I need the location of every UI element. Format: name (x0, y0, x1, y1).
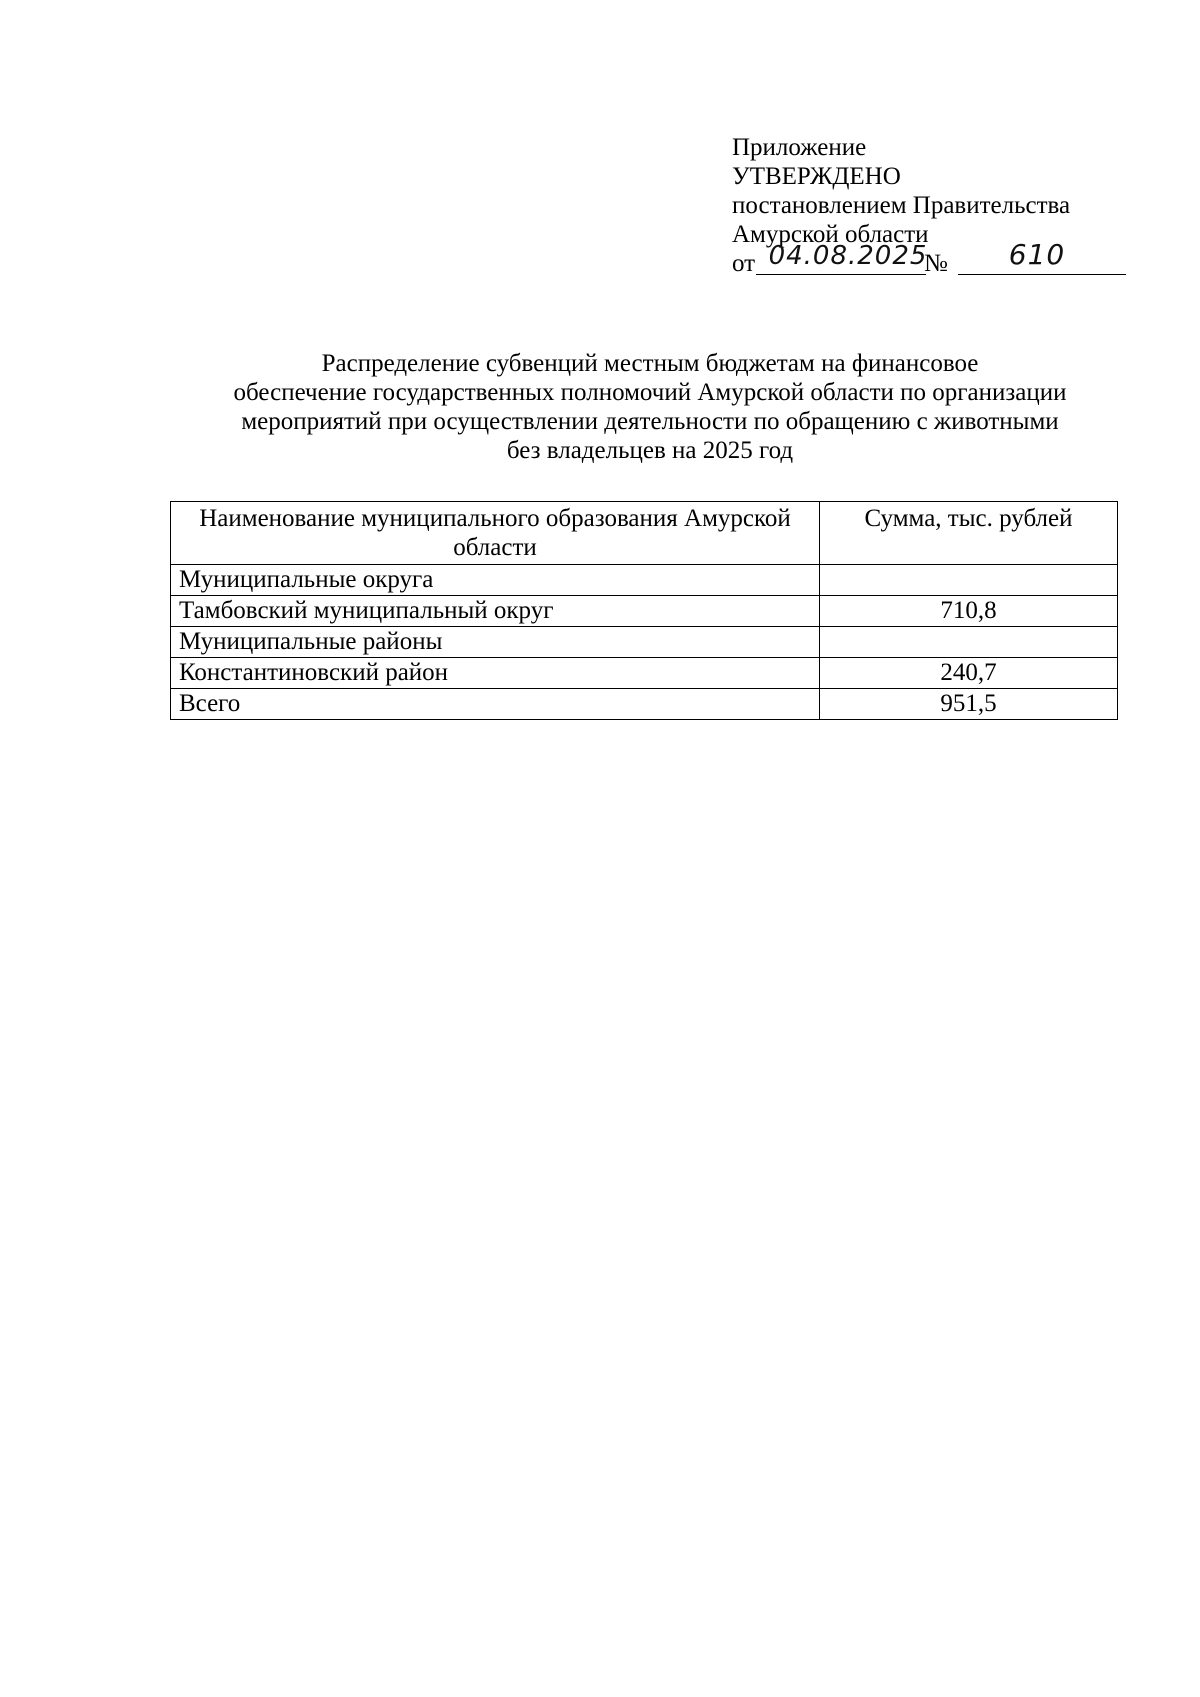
header-amount: Сумма, тыс. рублей (820, 502, 1118, 565)
row-sum: 710,8 (820, 596, 1118, 627)
title-line-3: мероприятий при осуществлении деятельности по обращению с животными (241, 408, 1059, 435)
approval-line-resolution: постановлением Правительства (732, 192, 1071, 219)
table-header-row (171, 502, 1118, 565)
approval-line-region: Амурской области (732, 221, 929, 248)
row-sum: 240,7 (820, 658, 1118, 689)
row-name: Муниципальные округа (171, 565, 820, 596)
approval-block (732, 133, 1122, 279)
title-line-2: обеспечение государственных полномочий Амурской области по организации (233, 379, 1067, 406)
row-sum (820, 565, 1118, 596)
row-name: Тамбовский муниципальный округ (171, 596, 820, 627)
handwritten-date: 04.08.2025 (768, 241, 928, 271)
number-sign: № (924, 250, 948, 277)
table-row (171, 596, 1118, 627)
approval-date-line (732, 238, 1122, 279)
approval-line-approved: УТВЕРЖДЕНО (732, 163, 901, 190)
date-prefix: от (732, 250, 756, 277)
header-municipality: Наименование муниципального образования Амурской области (171, 502, 820, 565)
row-name: Муниципальные районы (171, 627, 820, 658)
handwritten-number: 610 (1008, 238, 1066, 271)
row-sum (820, 627, 1118, 658)
table-row (171, 627, 1118, 658)
row-name-total: Всего (171, 689, 820, 720)
title-line-1: Распределение субвенций местным бюджетам на финансовое (321, 350, 979, 377)
table-row-total (171, 689, 1118, 720)
number-underline (958, 274, 1126, 275)
approval-line-appendix: Приложение (732, 134, 867, 161)
row-sum-total: 951,5 (820, 689, 1118, 720)
table-row (171, 565, 1118, 596)
allocation-table (170, 501, 1118, 720)
row-name: Константиновский район (171, 658, 820, 689)
title-line-4: без владельцев на 2025 год (506, 437, 794, 464)
date-underline (756, 274, 926, 275)
table-row (171, 658, 1118, 689)
document-title (170, 349, 1130, 465)
